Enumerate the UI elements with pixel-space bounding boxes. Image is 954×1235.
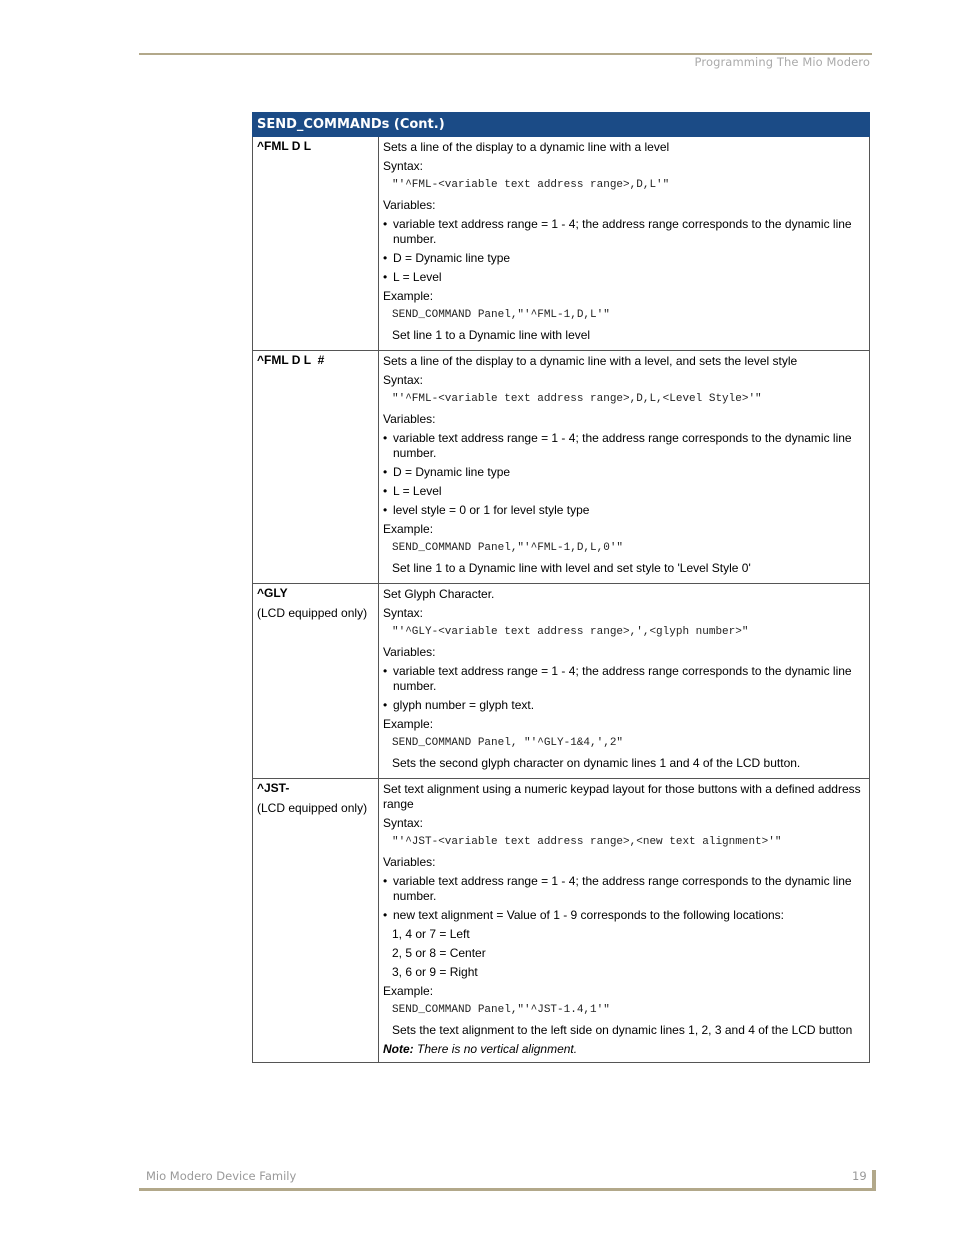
table-row bbox=[253, 137, 870, 351]
command-description: Set Glyph Character. bbox=[383, 587, 495, 601]
example-description: Set line 1 to a Dynamic line with level and set style to 'Level Style 0' bbox=[392, 561, 751, 575]
example-label: Example: bbox=[383, 289, 434, 303]
variable-item: • level style = 0 or 1 for level style type bbox=[383, 503, 865, 518]
table-row bbox=[253, 584, 870, 779]
syntax-label: Syntax: bbox=[383, 373, 424, 387]
table-row bbox=[253, 351, 870, 584]
description-cell bbox=[379, 137, 870, 351]
command-cell bbox=[253, 137, 379, 351]
variable-item: • new text alignment = Value of 1 - 9 corresponds to the following locations: bbox=[383, 908, 865, 923]
example-description: Set line 1 to a Dynamic line with level bbox=[392, 328, 591, 342]
command-cell bbox=[253, 779, 379, 1063]
example-code: SEND_COMMAND Panel,"'^JST-1.4,1'" bbox=[392, 1004, 610, 1016]
table-title: SEND_COMMANDs (Cont.) bbox=[253, 113, 870, 137]
variable-item: • glyph number = glyph text. bbox=[383, 698, 865, 713]
command-name: ^GLY bbox=[257, 586, 288, 600]
example-label: Example: bbox=[383, 984, 434, 998]
note bbox=[383, 1042, 865, 1057]
command-description: Sets a line of the display to a dynamic line with a level bbox=[383, 140, 670, 154]
section-header: Programming The Mio Modero bbox=[694, 55, 870, 69]
example-description: Sets the second glyph character on dynamic lines 1 and 4 of the LCD button. bbox=[392, 756, 801, 770]
description-cell bbox=[379, 584, 870, 779]
table-header-row bbox=[253, 113, 870, 137]
syntax-label: Syntax: bbox=[383, 816, 424, 830]
example-code: SEND_COMMAND Panel,"'^FML-1,D,L,0'" bbox=[392, 542, 624, 554]
example-code: SEND_COMMAND Panel, "'^GLY-1&4,',2" bbox=[392, 737, 624, 749]
variable-item: • variable text address range = 1 - 4; the address range corresponds to the dynamic line number. bbox=[383, 431, 865, 461]
command-description: Sets a line of the display to a dynamic line with a level, and sets the level style bbox=[383, 354, 798, 368]
description-cell bbox=[379, 351, 870, 584]
variable-item: • D = Dynamic line type bbox=[383, 251, 865, 266]
example-label: Example: bbox=[383, 522, 434, 536]
variable-item: • variable text address range = 1 - 4; the address range corresponds to the dynamic line number. bbox=[383, 874, 865, 904]
send-commands-table bbox=[252, 112, 870, 1063]
syntax-code: "'^FML-<variable text address range>,D,L,<Level Style>'" bbox=[392, 393, 762, 405]
note-text: There is no vertical alignment. bbox=[417, 1042, 578, 1056]
page-number: 19 bbox=[852, 1169, 867, 1183]
syntax-code: "'^JST-<variable text address range>,<new text alignment>'" bbox=[392, 836, 782, 848]
variable-item: • variable text address range = 1 - 4; the address range corresponds to the dynamic line number. bbox=[383, 217, 865, 247]
variables-label: Variables: bbox=[383, 412, 436, 426]
syntax-code: "'^GLY-<variable text address range>,',<glyph number>" bbox=[392, 626, 749, 638]
variable-item: • L = Level bbox=[383, 484, 865, 499]
variables-label: Variables: bbox=[383, 855, 436, 869]
command-cell bbox=[253, 351, 379, 584]
table-row bbox=[253, 779, 870, 1063]
footer-tick bbox=[872, 1170, 876, 1191]
command-description: Set text alignment using a numeric keypad layout for those buttons with a defined address range bbox=[383, 782, 861, 811]
variable-item: • D = Dynamic line type bbox=[383, 465, 865, 480]
syntax-label: Syntax: bbox=[383, 606, 424, 620]
command-name: ^FML D L bbox=[257, 139, 312, 153]
example-description: Sets the text alignment to the left side on dynamic lines 1, 2, 3 and 4 of the LCD button bbox=[392, 1023, 853, 1037]
variables-label: Variables: bbox=[383, 645, 436, 659]
command-name: ^FML D L # bbox=[257, 353, 325, 367]
example-label: Example: bbox=[383, 717, 434, 731]
syntax-label: Syntax: bbox=[383, 159, 424, 173]
alignment-item: 1, 4 or 7 = Left bbox=[392, 927, 470, 941]
note-label: Note: bbox=[383, 1042, 414, 1056]
variable-item: • L = Level bbox=[383, 270, 865, 285]
command-cell bbox=[253, 584, 379, 779]
variable-item: • variable text address range = 1 - 4; the address range corresponds to the dynamic line number. bbox=[383, 664, 865, 694]
alignment-item: 3, 6 or 9 = Right bbox=[392, 965, 478, 979]
variables-label: Variables: bbox=[383, 198, 436, 212]
footer-title: Mio Modero Device Family bbox=[146, 1169, 297, 1183]
example-code: SEND_COMMAND Panel,"'^FML-1,D,L'" bbox=[392, 309, 610, 321]
command-note: (LCD equipped only) bbox=[257, 606, 368, 620]
description-cell bbox=[379, 779, 870, 1063]
command-name: ^JST- bbox=[257, 781, 290, 795]
command-note: (LCD equipped only) bbox=[257, 801, 368, 815]
syntax-code: "'^FML-<variable text address range>,D,L'" bbox=[392, 179, 670, 191]
footer-rule bbox=[139, 1188, 876, 1191]
alignment-item: 2, 5 or 8 = Center bbox=[392, 946, 486, 960]
